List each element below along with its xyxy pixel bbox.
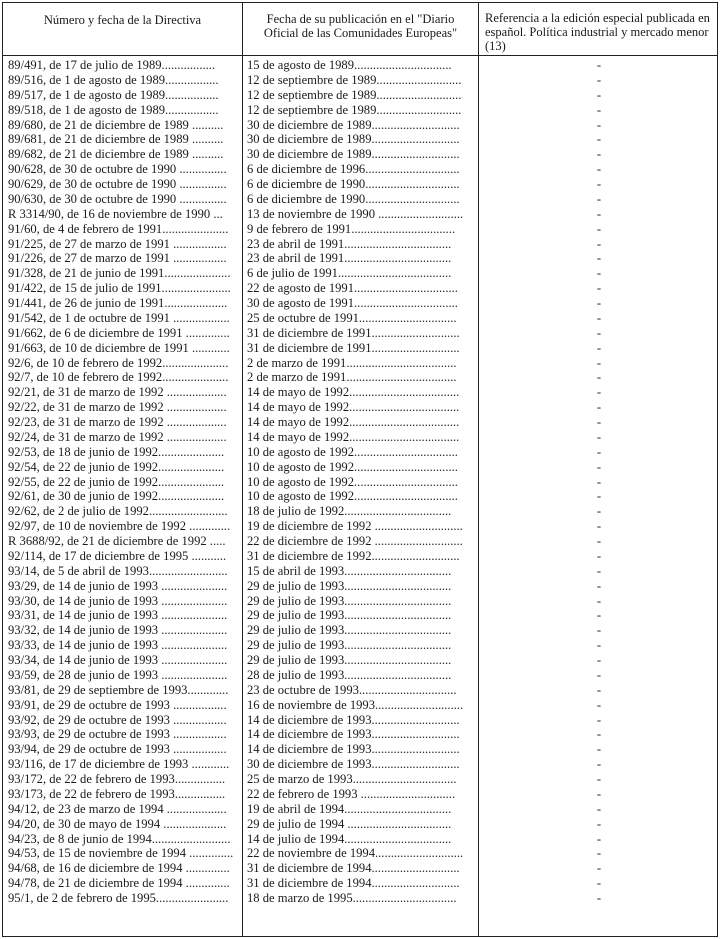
reference-cell: [479, 400, 717, 415]
directive-cell: 91/225, de 27 de marzo de 1991 .................: [8, 236, 227, 251]
table-row: [3, 370, 717, 385]
reference-cell: [479, 103, 717, 118]
directive-cell: 94/12, de 23 de marzo de 1994 ...................: [8, 801, 227, 816]
directive-cell: 94/53, de 15 de noviembre de 1994 ..............: [8, 846, 234, 861]
reference-cell: [479, 326, 717, 341]
reference-cell: [479, 742, 717, 757]
table-row: [3, 73, 717, 88]
reference-value: -: [596, 191, 602, 206]
directive-cell: 92/54, de 22 de junio de 1992.....................: [8, 459, 225, 474]
table-row: [3, 861, 717, 876]
table-row: [3, 222, 717, 237]
table-row: [3, 118, 717, 133]
reference-value: -: [596, 474, 602, 489]
reference-value: -: [596, 816, 602, 831]
directive-cell: 91/542, de 1 de octubre de 1991 ..................: [8, 310, 230, 325]
reference-cell: [479, 876, 717, 891]
publication-date-cell: 19 de abril de 1994..................................: [247, 801, 452, 816]
publication-date-cell: 23 de octubre de 1993...............................: [247, 682, 457, 697]
publication-date-cell: 2 de marzo de 1991...................................: [247, 355, 457, 370]
reference-cell: [479, 266, 717, 281]
header-directive-number-date: Número y fecha de la Directiva: [43, 13, 202, 27]
reference-cell: [479, 519, 717, 534]
table-row: [3, 683, 717, 698]
header-divider: [3, 55, 717, 56]
publication-date-cell: 9 de febrero de 1991.................................: [247, 221, 456, 236]
directive-cell: 92/62, de 2 de julio de 1992.........................: [8, 504, 228, 519]
table-row: [3, 817, 717, 832]
reference-value: -: [596, 519, 602, 534]
directive-cell: 92/21, de 31 de marzo de 1992 ...................: [8, 385, 227, 400]
reference-value: -: [596, 489, 602, 504]
table-row: [3, 281, 717, 296]
reference-cell: [479, 638, 717, 653]
reference-value: -: [596, 623, 602, 638]
table-row: [3, 356, 717, 371]
publication-date-cell: 10 de agosto de 1992.................................: [247, 474, 458, 489]
directive-cell: 89/516, de 1 de agosto de 1989.................: [8, 72, 219, 87]
reference-cell: [479, 88, 717, 103]
publication-date-cell: 16 de noviembre de 1993............................: [247, 697, 464, 712]
directive-cell: 92/53, de 18 de junio de 1992.....................: [8, 444, 225, 459]
reference-cell: [479, 683, 717, 698]
table-row: [3, 237, 717, 252]
directive-cell: 93/34, de 14 de junio de 1993 .....................: [8, 653, 228, 667]
reference-value: -: [596, 772, 602, 786]
publication-date-cell: 22 de noviembre de 1994............................: [247, 846, 464, 861]
directive-cell: 89/681, de 21 de diciembre de 1989 ..........: [8, 132, 224, 147]
table-row: [3, 787, 717, 802]
reference-cell: [479, 207, 717, 222]
table-row: [3, 58, 717, 73]
directive-cell: 94/23, de 8 de junio de 1994.........................: [8, 831, 231, 846]
directive-cell: 93/91, de 29 de octubre de 1993 .................: [8, 697, 227, 712]
directive-cell: 94/68, de 16 de diciembre de 1994 ..............: [8, 861, 230, 876]
header-publication-date: Fecha de su publicación en el "Diario Oficial de las Comunidades Europeas": [263, 12, 458, 40]
reference-value: -: [596, 281, 602, 296]
reference-value: -: [596, 578, 602, 593]
publication-date-cell: 12 de septiembre de 1989...........................: [247, 102, 462, 117]
reference-cell: [479, 162, 717, 177]
publication-date-cell: 15 de agosto de 1989...............................: [247, 58, 452, 72]
publication-date-cell: 18 de marzo de 1995.................................: [247, 891, 457, 905]
table-row: [3, 504, 717, 519]
directive-cell: 92/22, de 31 de marzo de 1992 ...................: [8, 400, 227, 415]
table-row: [3, 846, 717, 861]
table-row: [3, 608, 717, 623]
reference-value: -: [596, 58, 602, 72]
table-row: [3, 311, 717, 326]
directive-cell: 93/94, de 29 de octubre de 1993 .................: [8, 742, 227, 757]
publication-date-cell: 14 de mayo de 1992...................................: [247, 429, 460, 444]
publication-date-cell: 29 de julio de 1993..................................: [247, 638, 452, 653]
publication-date-cell: 30 de diciembre de 1989............................: [247, 132, 460, 147]
reference-cell: [479, 192, 717, 207]
reference-value: -: [596, 861, 602, 876]
publication-date-cell: 19 de diciembre de 1992 ............................: [247, 519, 463, 534]
table-row: [3, 891, 717, 906]
reference-cell: [479, 504, 717, 519]
publication-date-cell: 6 de julio de 1991....................................: [247, 266, 452, 281]
table-row: [3, 177, 717, 192]
table-row: [3, 430, 717, 445]
publication-date-cell: 31 de diciembre de 1994............................: [247, 876, 460, 891]
publication-date-cell: 28 de julio de 1993..................................: [247, 667, 452, 682]
reference-cell: [479, 177, 717, 192]
publication-date-cell: 14 de diciembre de 1993............................: [247, 712, 460, 727]
table-row: [3, 519, 717, 534]
directive-cell: 89/517, de 1 de agosto de 1989.................: [8, 87, 219, 102]
directive-cell: 93/31, de 14 de junio de 1993 .....................: [8, 608, 228, 623]
reference-cell: [479, 608, 717, 623]
directive-cell: 93/93, de 29 de octubre de 1993 .................: [8, 727, 227, 742]
reference-cell: [479, 311, 717, 326]
directive-cell: 93/116, de 17 de diciembre de 1993 ............: [8, 757, 230, 772]
reference-value: -: [596, 325, 602, 340]
directive-cell: 90/630, de 30 de octubre de 1990 ...............: [8, 191, 227, 206]
directive-cell: 91/663, de 10 de diciembre de 1991 ............: [8, 340, 230, 355]
reference-cell: [479, 713, 717, 728]
reference-cell: [479, 460, 717, 475]
table-row: [3, 132, 717, 147]
directive-cell: 91/60, de 4 de febrero de 1991.....................: [8, 221, 229, 236]
reference-cell: [479, 58, 717, 73]
directive-cell: 92/23, de 31 de marzo de 1992 ...................: [8, 415, 227, 429]
table-row: [3, 742, 717, 757]
table-row: [3, 460, 717, 475]
reference-value: -: [596, 563, 602, 578]
publication-date-cell: 10 de agosto de 1992.................................: [247, 489, 458, 504]
publication-date-cell: 13 de noviembre de 1990 ...........................: [247, 206, 464, 221]
directive-cell: 92/6, de 10 de febrero de 1992.....................: [8, 355, 229, 370]
reference-cell: [479, 430, 717, 445]
reference-value: -: [596, 682, 602, 697]
directive-cell: 93/172, de 22 de febrero de 1993................: [8, 772, 226, 786]
reference-value: -: [596, 400, 602, 415]
table-row: [3, 564, 717, 579]
reference-value: -: [596, 727, 602, 742]
directive-cell: 92/55, de 22 de junio de 1992.....................: [8, 474, 225, 489]
table-row: [3, 623, 717, 638]
reference-value: -: [596, 504, 602, 519]
publication-date-cell: 14 de diciembre de 1993............................: [247, 727, 460, 742]
publication-date-cell: 12 de septiembre de 1989...........................: [247, 87, 462, 102]
reference-cell: [479, 653, 717, 668]
reference-cell: [479, 534, 717, 549]
publication-date-cell: 29 de julio de 1993..................................: [247, 623, 452, 638]
table-row: [3, 489, 717, 504]
directive-cell: 92/7, de 10 de febrero de 1992.....................: [8, 370, 229, 385]
publication-date-cell: 31 de diciembre de 1994............................: [247, 861, 460, 876]
directive-cell: 95/1, de 2 de febrero de 1995.......................: [8, 891, 229, 905]
publication-date-cell: 14 de diciembre de 1993............................: [247, 742, 460, 757]
publication-date-cell: 25 de octubre de 1991...............................: [247, 310, 457, 325]
publication-date-cell: 29 de julio de 1993..................................: [247, 653, 452, 667]
reference-cell: [479, 147, 717, 162]
reference-cell: [479, 549, 717, 564]
reference-cell: [479, 296, 717, 311]
publication-date-cell: 31 de diciembre de 1991............................: [247, 325, 460, 340]
publication-date-cell: 22 de febrero de 1993 ..............................: [247, 786, 456, 801]
reference-cell: [479, 787, 717, 802]
directive-cell: 91/328, de 21 de junio de 1991.....................: [8, 266, 231, 281]
reference-value: -: [596, 608, 602, 623]
directive-cell: 90/628, de 30 de octubre de 1990 ...............: [8, 162, 227, 177]
directive-cell: 91/422, de 15 de julio de 1991......................: [8, 281, 231, 296]
reference-value: -: [596, 712, 602, 727]
reference-cell: [479, 832, 717, 847]
directive-cell: 93/30, de 14 de junio de 1993 .....................: [8, 593, 228, 608]
reference-value: -: [596, 697, 602, 712]
reference-value: -: [596, 891, 602, 905]
publication-date-cell: 6 de diciembre de 1990..............................: [247, 177, 460, 191]
directive-cell: 93/173, de 22 de febrero de 1993................: [8, 786, 226, 801]
reference-value: -: [596, 87, 602, 102]
reference-cell: [479, 772, 717, 787]
table-row: [3, 88, 717, 103]
publication-date-cell: 22 de agosto de 1991.................................: [247, 281, 458, 296]
publication-date-cell: 10 de agosto de 1992.................................: [247, 444, 458, 459]
reference-value: -: [596, 667, 602, 682]
reference-cell: [479, 727, 717, 742]
table-row: [3, 772, 717, 787]
publication-date-cell: 31 de diciembre de 1992............................: [247, 548, 460, 563]
table-row: [3, 668, 717, 683]
reference-value: -: [596, 370, 602, 385]
reference-value: -: [596, 786, 602, 801]
reference-value: -: [596, 534, 602, 548]
reference-cell: [479, 564, 717, 579]
reference-value: -: [596, 132, 602, 147]
table-row: [3, 385, 717, 400]
table-row: [3, 534, 717, 549]
reference-cell: [479, 623, 717, 638]
directive-cell: 93/29, de 14 de junio de 1993 .....................: [8, 578, 228, 593]
table-row: [3, 727, 717, 742]
publication-date-cell: 14 de julio de 1994..................................: [247, 831, 452, 846]
reference-cell: [479, 861, 717, 876]
reference-cell: [479, 698, 717, 713]
directive-cell: 89/682, de 21 de diciembre de 1989 ..........: [8, 147, 224, 162]
table-row: [3, 445, 717, 460]
reference-cell: [479, 475, 717, 490]
table-row: [3, 549, 717, 564]
reference-value: -: [596, 162, 602, 177]
reference-cell: [479, 489, 717, 504]
directive-cell: 91/226, de 27 de marzo de 1991 .................: [8, 251, 227, 266]
reference-value: -: [596, 653, 602, 667]
publication-date-cell: 2 de marzo de 1991...................................: [247, 370, 457, 385]
directives-table: [2, 2, 718, 937]
publication-date-cell: 23 de abril de 1991..................................: [247, 251, 452, 266]
table-row: [3, 802, 717, 817]
directive-cell: 93/32, de 14 de junio de 1993 .....................: [8, 623, 228, 638]
reference-value: -: [596, 429, 602, 444]
table-body: [3, 58, 717, 906]
table-row: [3, 207, 717, 222]
reference-cell: [479, 891, 717, 906]
reference-cell: [479, 579, 717, 594]
directive-cell: 89/518, de 1 de agosto de 1989.................: [8, 102, 219, 117]
reference-value: -: [596, 147, 602, 162]
reference-value: -: [596, 310, 602, 325]
reference-value: -: [596, 177, 602, 191]
reference-value: -: [596, 876, 602, 891]
publication-date-cell: 29 de julio de 1994 .................................: [247, 816, 452, 831]
reference-value: -: [596, 117, 602, 132]
reference-value: -: [596, 266, 602, 281]
reference-cell: [479, 846, 717, 861]
publication-date-cell: 6 de diciembre de 1996..............................: [247, 162, 460, 177]
table-row: [3, 698, 717, 713]
publication-date-cell: 31 de diciembre de 1991............................: [247, 340, 460, 355]
table-row: [3, 251, 717, 266]
reference-cell: [479, 118, 717, 133]
table-row: [3, 579, 717, 594]
reference-value: -: [596, 831, 602, 846]
directive-cell: 89/491, de 17 de julio de 1989.................: [8, 58, 216, 72]
directive-cell: 93/14, de 5 de abril de 1993.........................: [8, 563, 228, 578]
reference-value: -: [596, 801, 602, 816]
header-special-edition-reference: Referencia a la edición especial publicada en español. Política industrial y mercado menor (13): [485, 11, 710, 53]
publication-date-cell: 25 de marzo de 1993.................................: [247, 772, 457, 786]
directive-cell: 89/680, de 21 de diciembre de 1989 ..........: [8, 117, 224, 132]
reference-value: -: [596, 846, 602, 861]
reference-value: -: [596, 355, 602, 370]
reference-cell: [479, 668, 717, 683]
table-row: [3, 103, 717, 118]
reference-value: -: [596, 385, 602, 400]
publication-date-cell: 10 de agosto de 1992.................................: [247, 459, 458, 474]
reference-value: -: [596, 444, 602, 459]
reference-value: -: [596, 593, 602, 608]
publication-date-cell: 14 de mayo de 1992...................................: [247, 415, 460, 429]
publication-date-cell: 29 de julio de 1993..................................: [247, 608, 452, 623]
table-row: [3, 341, 717, 356]
directive-cell: 94/78, de 21 de diciembre de 1994 ..............: [8, 876, 230, 891]
table-row: [3, 147, 717, 162]
reference-value: -: [596, 638, 602, 653]
directive-cell: 92/61, de 30 de junio de 1992.....................: [8, 489, 225, 504]
directive-cell: 93/33, de 14 de junio de 1993 .....................: [8, 638, 228, 653]
reference-cell: [479, 415, 717, 430]
reference-cell: [479, 73, 717, 88]
publication-date-cell: 30 de diciembre de 1989............................: [247, 147, 460, 162]
table-row: [3, 638, 717, 653]
reference-cell: [479, 341, 717, 356]
table-row: [3, 162, 717, 177]
reference-value: -: [596, 221, 602, 236]
reference-value: -: [596, 251, 602, 266]
directive-cell: 90/629, de 30 de octubre de 1990 ...............: [8, 177, 227, 191]
reference-value: -: [596, 415, 602, 429]
table-row: [3, 192, 717, 207]
table-row: [3, 475, 717, 490]
directive-cell: 92/114, de 17 de diciembre de 1995 ...........: [8, 548, 227, 563]
table-row: [3, 266, 717, 281]
reference-value: -: [596, 102, 602, 117]
publication-date-cell: 18 de julio de 1992..................................: [247, 504, 452, 519]
reference-cell: [479, 757, 717, 772]
reference-cell: [479, 132, 717, 147]
publication-date-cell: 14 de mayo de 1992...................................: [247, 400, 460, 415]
reference-value: -: [596, 340, 602, 355]
publication-date-cell: 23 de abril de 1991..................................: [247, 236, 452, 251]
directive-cell: 93/92, de 29 de octubre de 1993 .................: [8, 712, 227, 727]
reference-value: -: [596, 236, 602, 251]
reference-cell: [479, 802, 717, 817]
reference-value: -: [596, 206, 602, 221]
directive-cell: 92/97, de 10 de noviembre de 1992 .............: [8, 519, 231, 534]
directive-cell: R 3314/90, de 16 de noviembre de 1990 ...: [8, 206, 223, 221]
reference-cell: [479, 356, 717, 371]
reference-cell: [479, 251, 717, 266]
table-row: [3, 713, 717, 728]
directive-cell: R 3688/92, de 21 de diciembre de 1992 .....: [8, 534, 226, 548]
reference-cell: [479, 370, 717, 385]
reference-value: -: [596, 459, 602, 474]
publication-date-cell: 30 de diciembre de 1993............................: [247, 757, 460, 772]
reference-value: -: [596, 548, 602, 563]
publication-date-cell: 29 de julio de 1993..................................: [247, 593, 452, 608]
table-row: [3, 594, 717, 609]
reference-value: -: [596, 296, 602, 310]
table-row: [3, 876, 717, 891]
reference-cell: [479, 385, 717, 400]
table-row: [3, 400, 717, 415]
table-row: [3, 415, 717, 430]
publication-date-cell: 14 de mayo de 1992...................................: [247, 385, 460, 400]
directive-cell: 93/81, de 29 de septiembre de 1993.............: [8, 682, 229, 697]
reference-value: -: [596, 757, 602, 772]
table-row: [3, 832, 717, 847]
publication-date-cell: 12 de septiembre de 1989...........................: [247, 72, 462, 87]
table-row: [3, 757, 717, 772]
publication-date-cell: 6 de diciembre de 1990..............................: [247, 191, 460, 206]
publication-date-cell: 30 de agosto de 1991.................................: [247, 296, 458, 310]
directive-cell: 93/59, de 28 de junio de 1993 .....................: [8, 667, 228, 682]
table-row: [3, 296, 717, 311]
reference-cell: [479, 817, 717, 832]
publication-date-cell: 29 de julio de 1993..................................: [247, 578, 452, 593]
reference-cell: [479, 237, 717, 252]
publication-date-cell: 22 de diciembre de 1992 ............................: [247, 534, 463, 548]
reference-cell: [479, 281, 717, 296]
publication-date-cell: 15 de abril de 1993..................................: [247, 563, 452, 578]
publication-date-cell: 30 de diciembre de 1989............................: [247, 117, 460, 132]
table-row: [3, 326, 717, 341]
reference-cell: [479, 222, 717, 237]
reference-cell: [479, 445, 717, 460]
directive-cell: 91/441, de 26 de junio de 1991....................: [8, 296, 228, 310]
table-row: [3, 653, 717, 668]
reference-value: -: [596, 742, 602, 757]
reference-value: -: [596, 72, 602, 87]
directive-cell: 94/20, de 30 de mayo de 1994 ....................: [8, 816, 227, 831]
reference-cell: [479, 594, 717, 609]
directive-cell: 92/24, de 31 de marzo de 1992 ...................: [8, 429, 227, 444]
directive-cell: 91/662, de 6 de diciembre de 1991 ..............: [8, 325, 230, 340]
